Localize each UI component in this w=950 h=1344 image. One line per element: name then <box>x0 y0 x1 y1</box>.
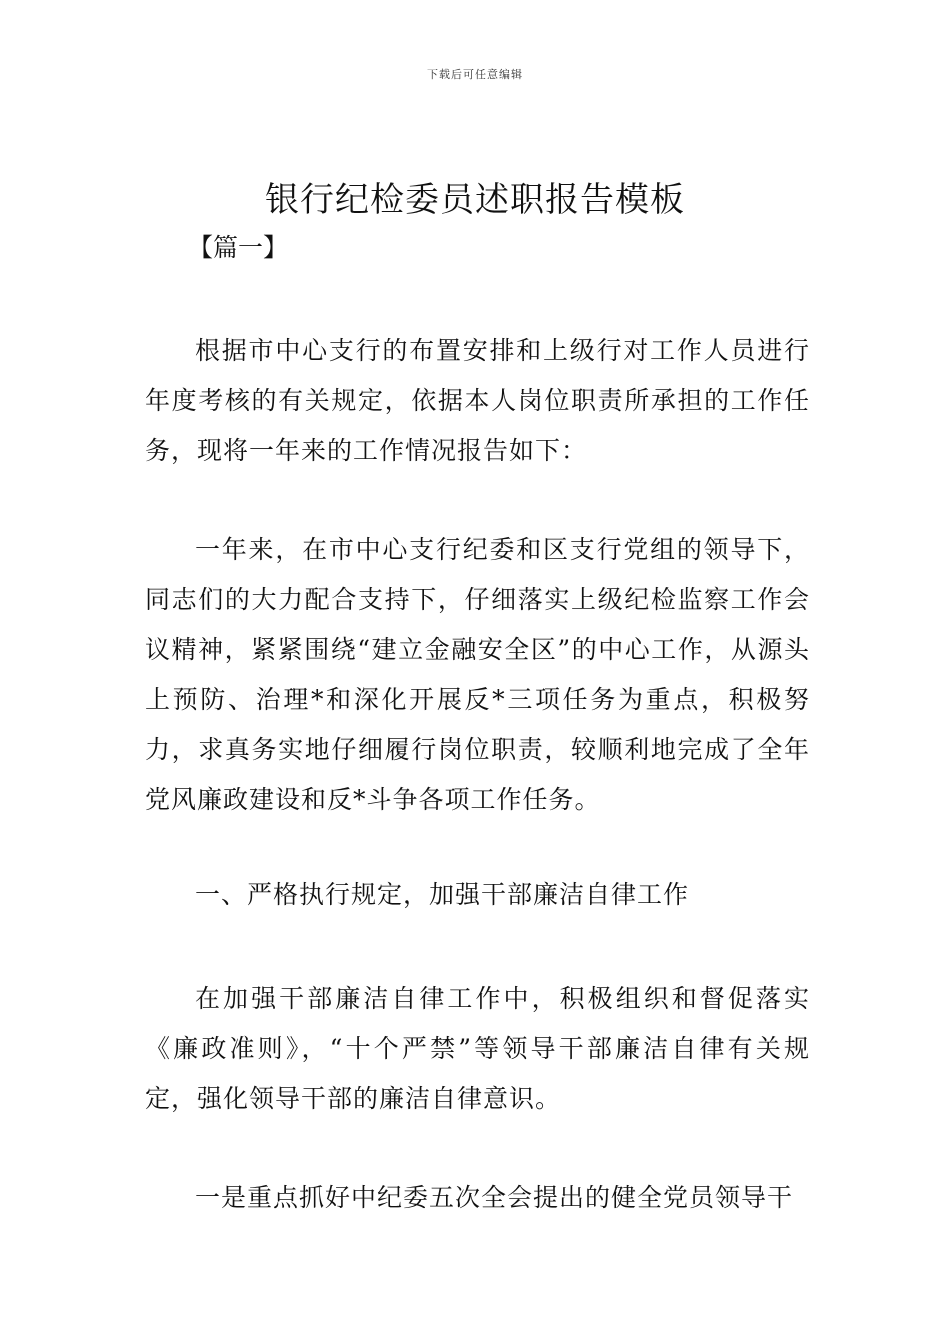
document-title: 银行纪检委员述职报告模板 <box>265 180 685 220</box>
paragraph-self-discipline: 在加强干部廉洁自律工作中，积极组织和督促落实《廉政准则》，“十个严禁”等领导干部廉洁自律有关规定，强化领导干部的廉洁自律意识。 <box>145 984 810 1113</box>
paragraph-intro: 根据市中心支行的布置安排和上级行对工作人员进行年度考核的有关规定，依据本人岗位职责所承担的工作任务，现将一年来的工作情况报告如下： <box>145 336 810 465</box>
section-label: 【篇一】 <box>188 233 289 262</box>
paragraph-point-one: 一是重点抓好中纪委五次全会提出的健全党员领导干 <box>195 1183 794 1212</box>
paragraph-summary: 一年来，在市中心支行纪委和区支行党组的领导下，同志们的大力配合支持下，仔细落实上级纪检监察工作会议精神，紧紧围绕“建立金融安全区”的中心工作，从源头上预防、治理*和深化开展反*三项任务为重点，积极努力，求真务实地仔细履行岗位职责，较顺利地完成了全年党风廉政建设和反*斗争各项工作任务。 <box>145 535 810 814</box>
header-note: 下载后可任意编辑 <box>427 68 523 81</box>
section-heading: 一、严格执行规定，加强干部廉洁自律工作 <box>195 880 690 909</box>
